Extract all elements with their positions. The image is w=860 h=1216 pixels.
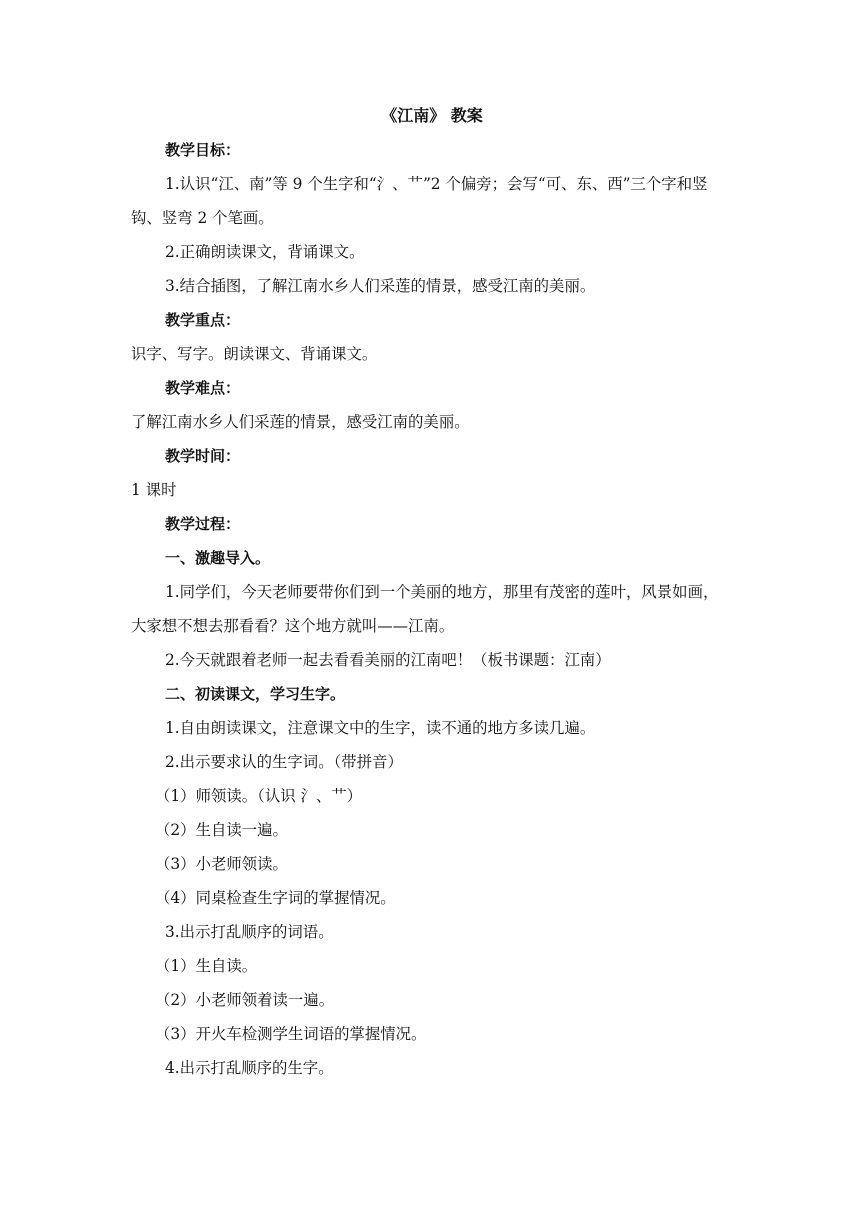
objective-item-1: 1.认识“江、南”等 9 个生字和“氵、艹”2 个偏旁；会写“可、东、西”三个字和竖钩、竖弯 2 个笔画。 — [131, 175, 708, 227]
section-2-heading: 二、初读课文，学习生字。 — [165, 685, 346, 703]
section-2-item-3-sub-1: （1）生自读。 — [155, 957, 258, 975]
section-2-item-3: 3.出示打乱顺序的词语。 — [165, 923, 334, 941]
document-title: 《江南》 教案 — [381, 106, 483, 125]
time-heading: 教学时间： — [165, 447, 241, 465]
section-2-item-2-sub-4: （4）同桌检查生字词的掌握情况。 — [155, 889, 396, 907]
section-2-item-4: 4.出示打乱顺序的生字。 — [165, 1059, 334, 1077]
difficulties-heading: 教学难点： — [165, 379, 241, 397]
section-2-item-3-sub-3: （3）开火车检测学生词语的掌握情况。 — [155, 1025, 427, 1043]
lesson-plan-page — [131, 106, 733, 1092]
key-points-heading: 教学重点： — [165, 311, 241, 329]
objective-item-2: 2.正确朗读课文，背诵课文。 — [165, 243, 365, 261]
difficulties-text: 了解江南水乡人们采莲的情景，感受江南的美丽。 — [131, 413, 470, 431]
section-2-item-2: 2.出示要求认的生字词。（带拼音） — [165, 753, 403, 771]
section-2-item-1: 1.自由朗读课文，注意课文中的生字，读不通的地方多读几遍。 — [165, 719, 596, 737]
section-1-heading: 一、激趣导入。 — [165, 549, 271, 567]
section-2-item-2-sub-1: （1）师领读。（认识 氵、艹） — [155, 787, 363, 805]
time-text: 1 课时 — [131, 481, 177, 499]
section-2-item-3-sub-2: （2）小老师领着读一遍。 — [155, 991, 335, 1009]
section-1-item-1: 1.同学们，今天老师要带你们到一个美丽的地方，那里有茂密的莲叶，风景如画，大家想不想去那看看？这个地方就叫——江南。 — [131, 583, 719, 635]
section-1-item-2: 2.今天就跟着老师一起去看看美丽的江南吧！（板书课题：江南） — [165, 651, 611, 669]
process-heading: 教学过程： — [165, 515, 241, 533]
section-2-item-2-sub-2: （2）生自读一遍。 — [155, 821, 288, 839]
key-points-text: 识字、写字。朗读课文、背诵课文。 — [131, 345, 378, 363]
objective-item-3: 3.结合插图，了解江南水乡人们采莲的情景，感受江南的美丽。 — [165, 277, 596, 295]
objectives-heading: 教学目标： — [165, 141, 241, 159]
section-2-item-2-sub-3: （3）小老师领读。 — [155, 855, 288, 873]
